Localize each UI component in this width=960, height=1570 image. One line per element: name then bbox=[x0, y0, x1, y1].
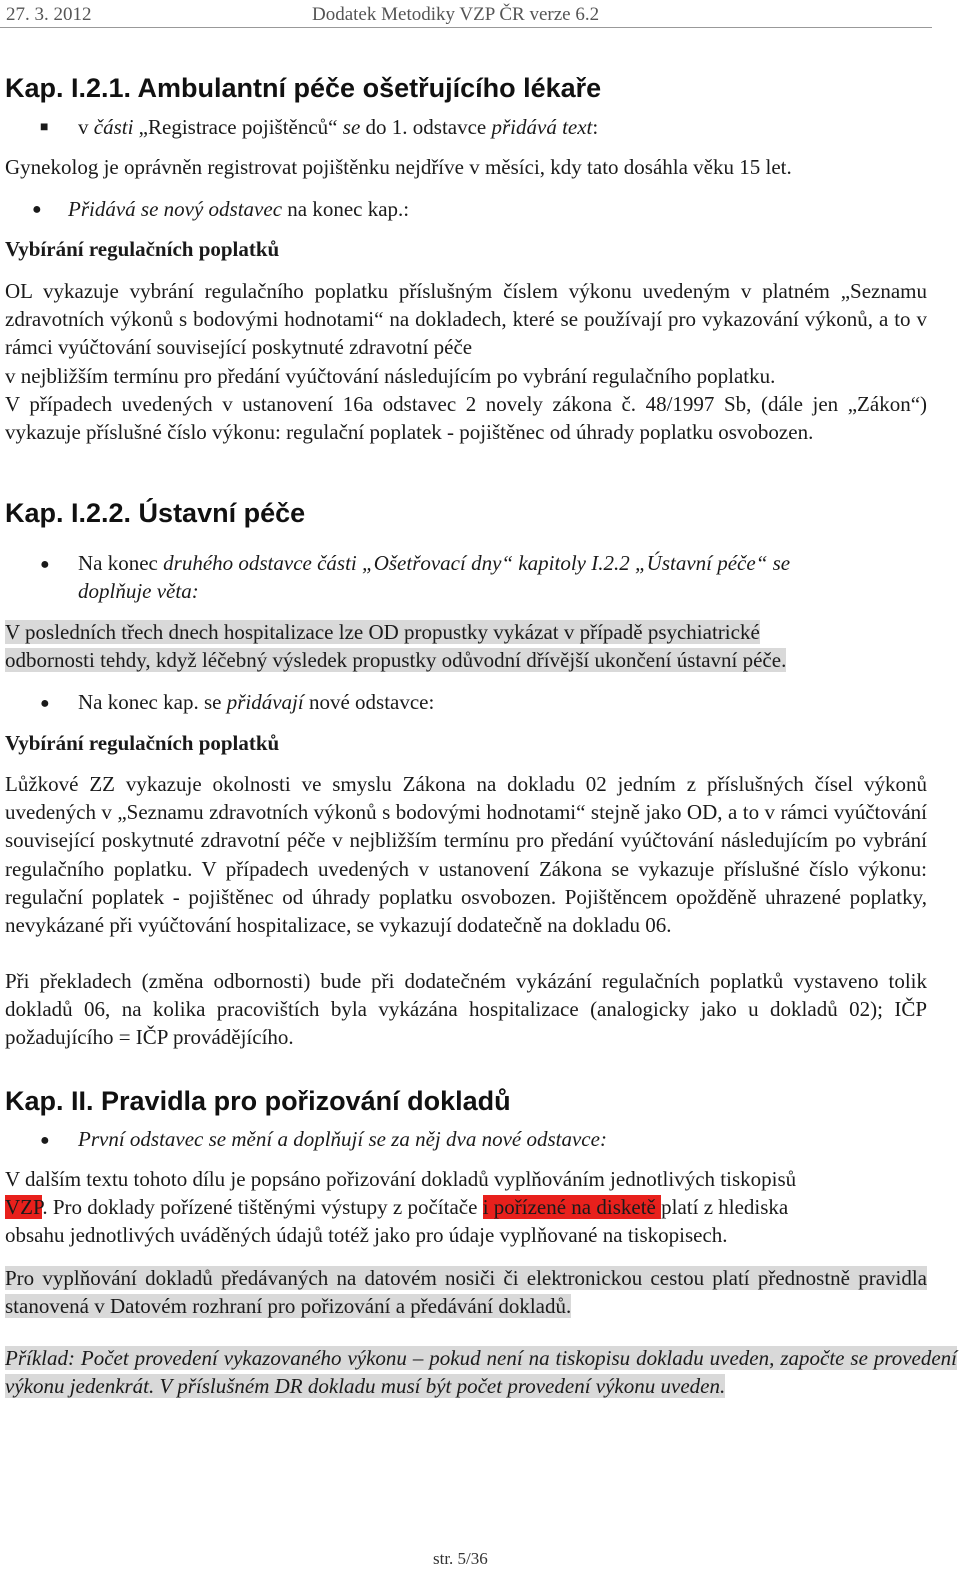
text-run: Na konec bbox=[78, 551, 164, 575]
page-header bbox=[0, 0, 960, 32]
round-bullet-icon: ● bbox=[40, 695, 50, 712]
text-line: úhrady poplatku osvobozen. Pojištěncem opožděně uhrazené poplatky, nevykázané při bbox=[5, 884, 927, 938]
text-line: vystaveno tolik dokladů 06, na kolika pracovištích byla vykázána hospitalizace (analogicky bbox=[5, 969, 928, 1022]
highlighted-line bbox=[5, 648, 786, 673]
round-bullet-icon: ● bbox=[40, 556, 50, 573]
header-title: Dodatek Metodiky VZP ČR verze 6.2 bbox=[312, 4, 600, 25]
paragraph-dalsi-text-line1: V dalším textu tohoto dílu je popsáno pořizování dokladů vyplňováním jednotlivých tiskopisů bbox=[5, 1167, 797, 1191]
square-bullet-icon: ■ bbox=[40, 120, 49, 135]
text-run: odbornosti tehdy, když léčebný výsledek propustky odůvodní dřívější ukončení ústavní péče. bbox=[5, 648, 787, 672]
text-run: „Registrace pojištěnců“ bbox=[133, 115, 343, 139]
text-run: . Pro doklady pořízené tištěnými výstupy z počítače bbox=[42, 1195, 483, 1219]
header-date: 27. 3. 2012 bbox=[6, 4, 92, 25]
text-line: přednostně pravidla stanovená v Datovém rozhraní pro pořizování a předávání dokladů. bbox=[5, 1266, 928, 1319]
text-run: Na konec kap. se bbox=[78, 690, 227, 714]
text-run: přidávají bbox=[226, 690, 304, 714]
text-line: osvobozen. bbox=[718, 420, 814, 445]
paragraph-preklady bbox=[5, 967, 927, 1052]
paragraph-gynekolog: Gynekolog je oprávněn registrovat pojištěnku nejdříve v měsíci, kdy tato dosáhla věku 15 let. bbox=[5, 155, 792, 179]
text-run: na konec kap.: bbox=[282, 197, 410, 221]
text-line: Příklad: Počet provedení vykazovaného výkonu – pokud není na tiskopisu dokladu uveden, bbox=[5, 1346, 775, 1370]
bullet-item-registrace bbox=[78, 115, 598, 140]
text-line: započte se provedení výkonu jedenkrát. V příslušném DR dokladu musí být počet provedení bbox=[5, 1346, 958, 1399]
text-run: do 1. odstavce bbox=[360, 115, 492, 139]
text-line: v nejbližším termínu pro předání vyúčtování následujícím po vybrání regulačního poplatku. bbox=[5, 363, 776, 388]
text-run: přidává text bbox=[491, 115, 593, 139]
text-run: části bbox=[93, 115, 134, 139]
highlighted-line bbox=[5, 620, 760, 645]
bullet-item-novy-odstavec bbox=[68, 197, 409, 222]
paragraph-datovy-nosic bbox=[5, 1264, 927, 1320]
text-run: V posledních třech dnech hospitalizace lze OD propustky vykázat v případě psychiatrické bbox=[5, 620, 760, 644]
bullet-item-prvni-odstavec: První odstavec se mění a doplňují se za něj dva nové odstavce: bbox=[78, 1127, 607, 1151]
text-line: výkonů uvedených v „Seznamu zdravotních výkonů s bodovými hodnotami“ stejně jako OD, bbox=[5, 772, 927, 825]
text-line: OL vykazuje vybrání regulačního poplatku příslušným číslem výkonu uvedeným v platném bbox=[5, 279, 830, 303]
text-line: předání vyúčtování následujícím po vybrání regulačního poplatku. V případech uvedených v bbox=[5, 828, 927, 881]
header-divider bbox=[0, 27, 932, 28]
paragraph-ol-vykazuje bbox=[5, 277, 927, 446]
paragraph-luzkove-zz bbox=[5, 770, 927, 939]
text-run: VZP bbox=[5, 1195, 43, 1219]
subheading-vybirani-1: Vybírání regulačních poplatků bbox=[5, 237, 280, 261]
bullet-item-nove-odstavce bbox=[78, 690, 434, 715]
text-line: „Seznamu zdravotních výkonů s bodovými hodnotami“ na dokladech, které se používají pro bbox=[5, 279, 928, 332]
text-run: platí z hlediska bbox=[661, 1195, 789, 1219]
text-line: Při překladech (změna odbornosti) bude při dodatečném vykázání regulačních poplatků bbox=[5, 969, 784, 993]
text-line: vykazování výkonů, a to v rámci vyúčtování související poskytnuté zdravotní péče bbox=[5, 307, 928, 360]
round-bullet-icon: ● bbox=[40, 1132, 50, 1149]
text-line: Lůžkové ZZ vykazuje okolnosti ve smyslu Zákona na dokladu 02 jedním z příslušných čísel bbox=[5, 772, 854, 796]
text-run: se bbox=[342, 115, 361, 139]
text-line: jako u dokladů 02); IČP požadujícího = IČP provádějícího. bbox=[5, 997, 928, 1050]
round-bullet-icon: ● bbox=[32, 201, 42, 218]
text-line: Pro vyplňování dokladů předávaných na datovém nosiči či elektronickou cestou platí bbox=[5, 1266, 750, 1290]
text-run: v bbox=[78, 115, 94, 139]
bullet-item-osetrovaci-dny bbox=[78, 551, 790, 576]
text-run: : bbox=[592, 115, 599, 139]
text-run: Přidává se nový odstavec bbox=[68, 197, 283, 221]
text-line: „Zákon“) vykazuje příslušné číslo výkonu: regulační poplatek - pojištěnec od úhrady poplatku bbox=[5, 391, 928, 445]
text-run: i pořízené na disketě bbox=[482, 1195, 662, 1219]
text-line: výkonu uveden. bbox=[595, 1374, 726, 1399]
paragraph-dalsi-text-line2 bbox=[5, 1195, 788, 1220]
heading-kap-ii: Kap. II. Pravidla pro pořizování dokladů bbox=[5, 1086, 511, 1116]
text-run: nové odstavce: bbox=[303, 690, 435, 714]
subheading-vybirani-2: Vybírání regulačních poplatků bbox=[5, 731, 280, 755]
text-run: druhého odstavce části „Ošetřovací dny“ kapitoly I.2.2 „Ústavní péče“ se bbox=[163, 551, 791, 575]
heading-kap-i-2-1: Kap. I.2.1. Ambulantní péče ošetřujícího lékaře bbox=[5, 73, 602, 103]
page-number: str. 5/36 bbox=[433, 1549, 488, 1568]
text-line: vyúčtování hospitalizace, se vykazují dodatečně na dokladu 06. bbox=[137, 913, 672, 938]
text-line: a to v rámci vyúčtování související poskytnuté zdravotní péče v nejbližším termínu pro bbox=[5, 800, 928, 853]
paragraph-dalsi-text-line3: obsahu jednotlivých uváděných údajů totéž jako pro údaje vyplňované na tiskopisech. bbox=[5, 1223, 728, 1247]
text-line: ustanovení Zákona se vykazuje příslušné číslo výkonu: regulační poplatek - pojištěnec od bbox=[5, 856, 927, 909]
highlight-run bbox=[5, 1266, 927, 1318]
highlight-run bbox=[5, 1346, 957, 1398]
heading-kap-i-2-2: Kap. I.2.2. Ústavní péče bbox=[5, 498, 306, 528]
text-line: V případech uvedených v ustanovení 16a odstavec 2 novely zákona č. 48/1997 Sb, (dále jen bbox=[5, 391, 839, 416]
bullet-item-continuation: doplňuje věta: bbox=[78, 579, 199, 603]
paragraph-priklad bbox=[5, 1344, 957, 1400]
